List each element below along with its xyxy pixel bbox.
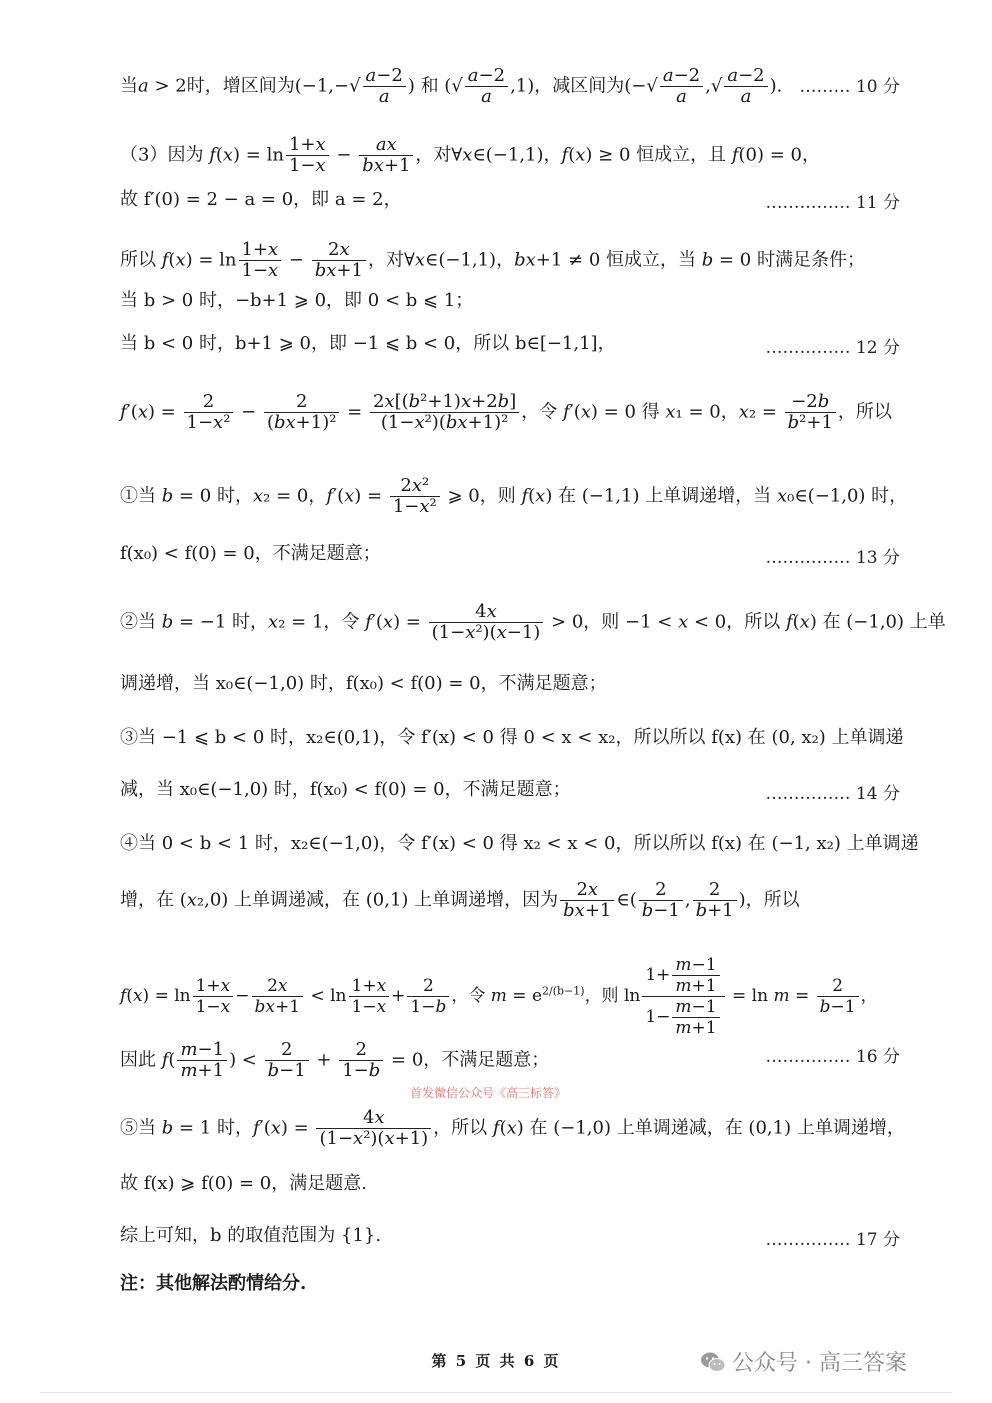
bottom-divider	[40, 1392, 952, 1393]
line-case2: ②当 b = −1 时，x₂ = 1，令 f′(x) = $\frac{4x}{\text{(1−x²)(x−1)}}$ > 0，则 −1 < x < 0，所以 f(x) 在 (−1,0) 上单	[120, 601, 946, 643]
line-derivative-zero: 故 f′(0) = 2 − a = 0，即 a = 2，	[120, 189, 402, 210]
wechat-watermark	[700, 1346, 907, 1377]
line-case2-conclusion: 调递增，当 x₀∈(−1,0) 时，f(x₀) < f(0) = 0，不满足题意；	[120, 673, 607, 694]
page-footer: 第 5 页 共 6 页	[431, 1352, 561, 1370]
line-case4-cont: 增，在 (x₂,0) 上单调递减，在 (0,1) 上单调递增，因为 $\frac{2x}{bx+1}$ ∈( $\frac{2}{b-1}$ , $\frac{2}{b+1}$ )，所以	[120, 879, 800, 921]
line-case3-conclusion: 减，当 x₀∈(−1,0) 时，f(x₀) < f(0) = 0，不满足题意；	[120, 779, 571, 800]
line-fprime: f′(x) = $\frac{2}{\text{1−x²}}$ − $\frac{2}{\text{(bx+1)²}}$ = $\frac{\text{2x[(b²+1)x+2b]}}{\text{(1−x²)(bx+1)²}}$ ，令 f′(x) = 0 得 x₁ = 0，x₂ = $\frac{-2b}{\text{b²+1}}$ ，所以	[120, 391, 892, 433]
line-so-fx: 所以 f(x) = ln $\frac{1+x}{1-x}$ − $\frac{2x}{bx+1}$ ，对∀x∈(−1,1)，bx+1 ≠ 0 恒成立，当 b = 0 时满足条件；	[120, 239, 865, 281]
wechat-icon	[700, 1351, 726, 1373]
line-case4-inequality: f(x) = ln $\frac{1+x}{1-x}$ − $\frac{2x}{bx+1}$ < ln $\frac{1+x}{1-x}$ + $\frac{2}{1-b}$ ，令 $m = e^{2/(b-1)}$，则 ln 1+ $\frac{m-1}{m+1}$ 1− $\frac{m-1}{m+1}$ = ln m = $\frac{2}{b-1}$ ，	[120, 955, 878, 1038]
watermark-text: 首发微信公众号《高三标答》	[410, 1086, 567, 1100]
score-14: …………… 14 分	[765, 784, 900, 804]
line-case5: ⑤当 b = 1 时，f′(x) = $\frac{4x}{\text{(1−x²)(x+1)}}$ ，所以 f(x) 在 (−1,0) 上单调递减，在 (0,1) 上单调递增，	[120, 1107, 905, 1149]
line-part3-intro: （3）因为 f(x) = ln $\frac{1+x}{1-x}$ − $\frac{ax}{bx+1}$ ，对∀x∈(−1,1)，f(x) ≥ 0 恒成立，且 f(0) = 0，	[120, 134, 820, 176]
line-b-negative: 当 b < 0 时，b+1 ⩾ 0，即 −1 ⩽ b < 0，所以 b∈[−1,1]，	[120, 333, 616, 354]
score-11: …………… 11 分	[765, 193, 900, 213]
score-12: …………… 12 分	[765, 338, 900, 358]
line-case5-conclusion: 故 f(x) ⩾ f(0) = 0，满足题意.	[120, 1173, 367, 1194]
line-summary: 综上可知，b 的取值范围为 {1}.	[120, 1225, 382, 1246]
line-case4: ④当 0 < b < 1 时，x₂∈(−1,0)，令 f′(x) < 0 得 x₂ < x < 0，所以所以 f(x) 在 (−1, x₂) 上单调递	[120, 833, 919, 854]
score-17: …………… 17 分	[765, 1230, 900, 1250]
score-10: ……… 10 分	[799, 77, 900, 97]
wechat-label: 公众号 · 高三答案	[732, 1351, 907, 1376]
score-16: …………… 16 分	[765, 1047, 900, 1067]
line-case3: ③当 −1 ⩽ b < 0 时，x₂∈(0,1)，令 f′(x) < 0 得 0 < x < x₂，所以所以 f(x) 在 (0, x₂) 上单调递	[120, 727, 904, 748]
line-increasing-intervals: 当a > 2时，增区间为(−1,−√ $\frac{a-2}{a}$ ) 和 (√ $\frac{a-2}{a}$ ,1)，减区间为(−√ $\frac{a-2}{a}$ ,√ $\frac{a-2}{a}$ ).	[120, 65, 783, 107]
line-case1: ①当 b = 0 时，x₂ = 0，f′(x) = $\frac{\text{2x²}}{\text{1−x²}}$ ⩾ 0，则 f(x) 在 (−1,1) 上单调递增，当 x₀∈(−1,0) 时，	[120, 475, 908, 517]
line-b-positive: 当 b > 0 时，−b+1 ⩾ 0，即 0 < b ⩽ 1；	[120, 290, 474, 311]
line-case4-conclusion: 因此 f( $\frac{m-1}{m+1}$ ) < $\frac{2}{b-1}$ + $\frac{2}{1-b}$ = 0，不满足题意；	[120, 1039, 550, 1081]
line-case1-conclusion: f(x₀) < f(0) = 0，不满足题意；	[120, 543, 381, 564]
note-other-methods: 注：其他解法酌情给分.	[120, 1273, 307, 1294]
score-13: …………… 13 分	[765, 548, 900, 568]
